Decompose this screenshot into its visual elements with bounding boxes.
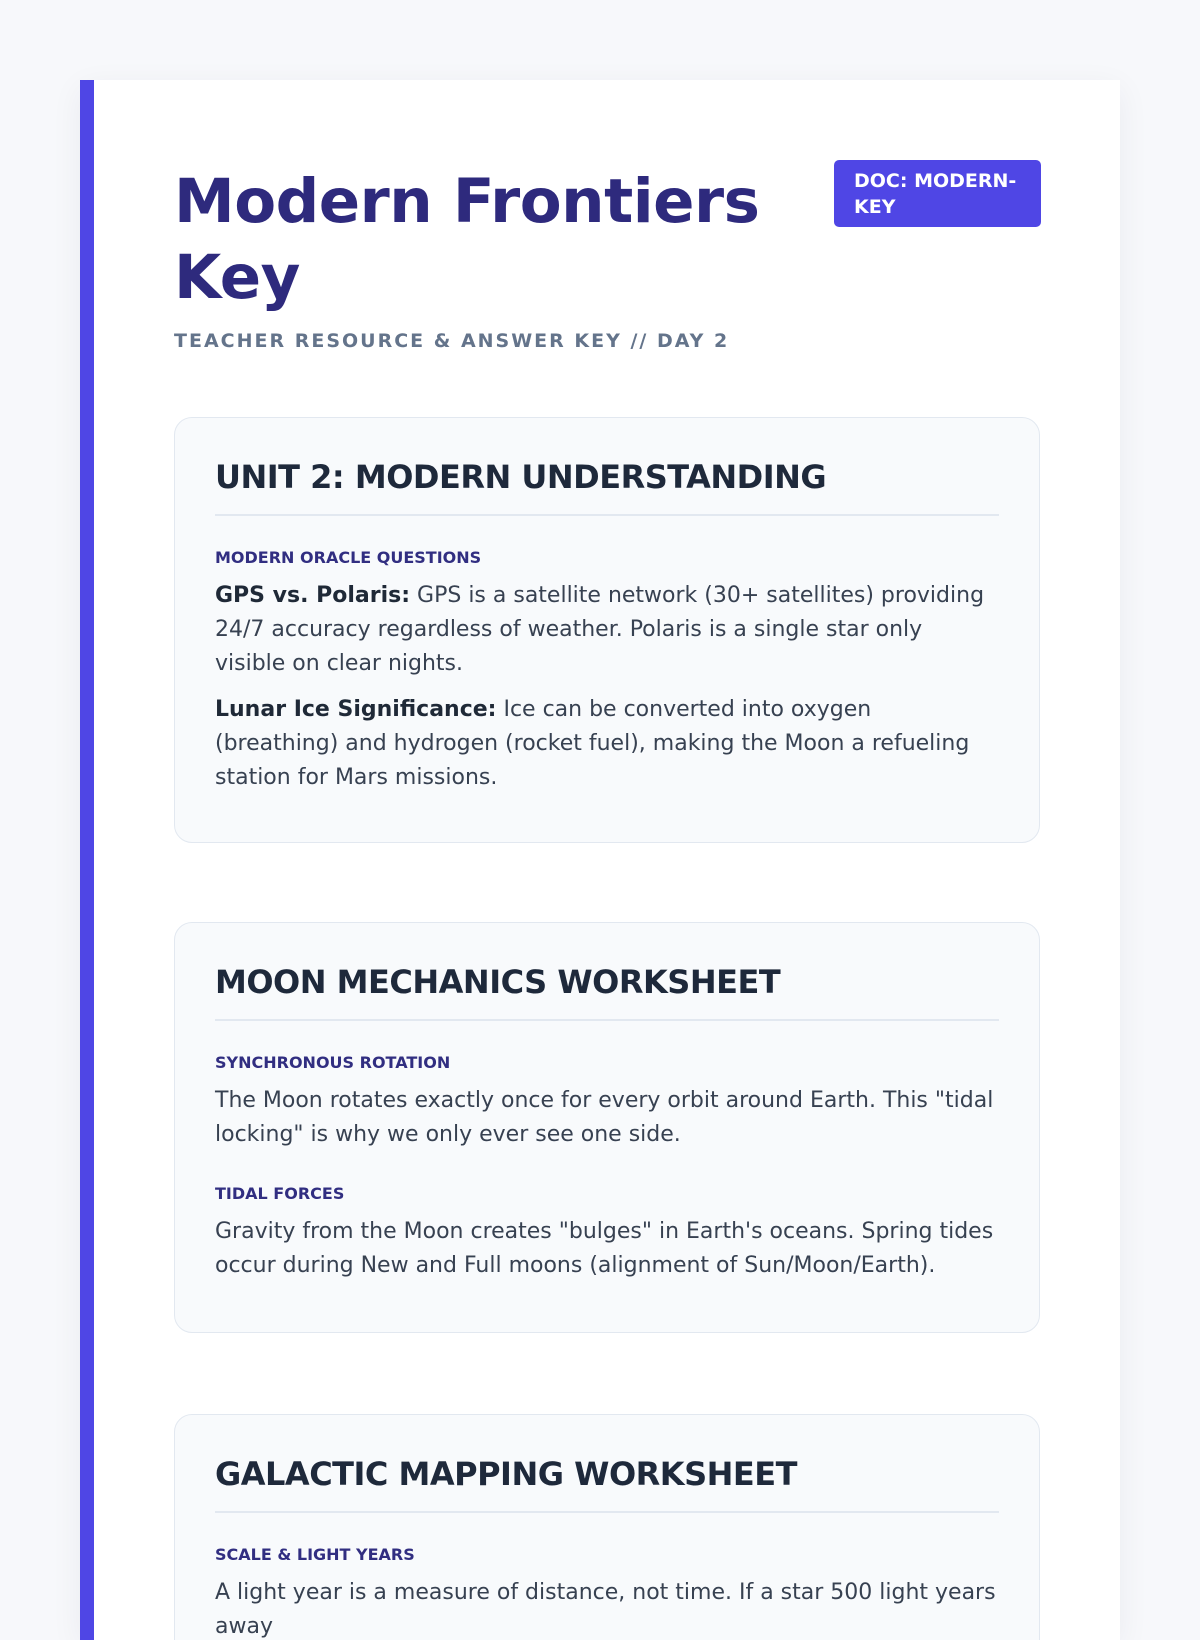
page-subtitle: TEACHER RESOURCE & ANSWER KEY // DAY 2 [174,330,730,352]
scale-light-years-label: SCALE & LIGHT YEARS [215,1545,415,1564]
galactic-mapping-card [174,1414,1040,1640]
scale-light-years-text: A light year is a measure of distance, not time. If a star 500 light years away [215,1580,996,1639]
synchronous-rotation-label: SYNCHRONOUS ROTATION [215,1053,451,1072]
gps-vs-polaris-term: GPS vs. Polaris: [215,583,411,608]
document-header [174,164,1040,352]
lunar-ice-text: Ice can be converted into oxygen (breathing) and hydrogen (rocket fuel), making the Moon a refueling station for Mars missions. [215,697,970,790]
moon-mechanics-card [174,922,1040,1333]
lunar-ice-term: Lunar Ice Significance: [215,697,497,722]
unit2-section-label: MODERN ORACLE QUESTIONS [215,548,482,567]
unit2-card [174,417,1040,843]
gps-vs-polaris-answer [215,579,999,681]
moon-card-title: MOON MECHANICS WORKSHEET [215,963,999,1021]
gps-vs-polaris-text: GPS is a satellite network (30+ satellites) providing 24/7 accuracy regardless of weather. Polaris is a single star only visible on clear nights. [215,583,985,676]
lunar-ice-answer [215,693,999,795]
doc-id-badge: DOC: MODERN-KEY [834,160,1041,227]
page-title: Modern Frontiers Key [174,166,760,313]
synchronous-rotation-text: The Moon rotates exactly once for every orbit around Earth. This "tidal locking" is why we only ever see one side. [215,1088,994,1147]
tidal-forces-label: TIDAL FORCES [215,1184,345,1203]
document-page [80,80,1120,1640]
tidal-forces-text: Gravity from the Moon creates "bulges" in Earth's oceans. Spring tides occur during New and Full moons (alignment of Sun/Moon/Earth). [215,1219,994,1278]
unit2-card-title: UNIT 2: MODERN UNDERSTANDING [215,458,999,516]
galactic-card-title: GALACTIC MAPPING WORKSHEET [215,1455,999,1513]
